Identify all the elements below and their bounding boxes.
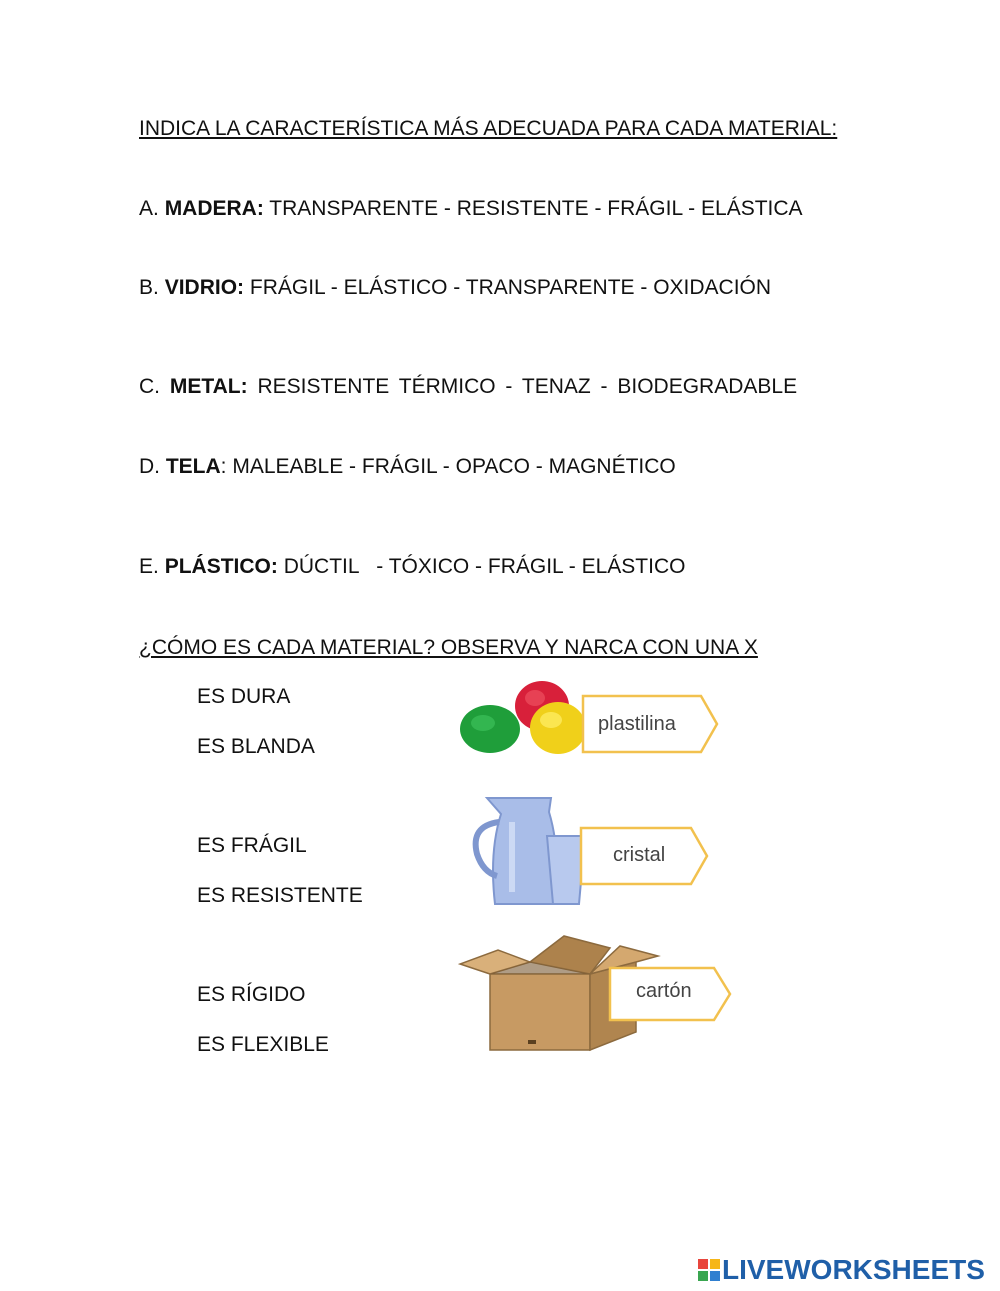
question-c-options: RESISTENTE TÉRMICO - TENAZ - BIODEGRADABLE bbox=[247, 375, 798, 398]
option-es-fragil[interactable]: ES FRÁGIL bbox=[197, 834, 307, 857]
question-b-prefix: B. bbox=[139, 276, 165, 299]
cristal-image bbox=[465, 792, 725, 910]
plastilina-label: plastilina bbox=[598, 713, 676, 735]
cristal-label: cristal bbox=[613, 844, 666, 866]
yellow-clay-ball bbox=[530, 702, 586, 754]
question-b-material: VIDRIO: bbox=[164, 276, 245, 299]
carton-image bbox=[458, 932, 738, 1054]
question-d-options: : MALEABLE - FRÁGIL - OPACO - MAGNÉTICO bbox=[220, 455, 676, 478]
option-es-resistente[interactable]: ES RESISTENTE bbox=[197, 884, 363, 907]
plastilina-image bbox=[455, 676, 730, 766]
question-d bbox=[139, 452, 676, 482]
question-b bbox=[139, 273, 771, 303]
liveworksheets-logo bbox=[698, 1254, 985, 1286]
question-a-prefix: A. bbox=[139, 197, 165, 220]
option-es-flexible[interactable]: ES FLEXIBLE bbox=[197, 1033, 329, 1056]
option-es-blanda[interactable]: ES BLANDA bbox=[197, 735, 315, 758]
question-a bbox=[139, 194, 803, 224]
liveworksheets-logo-icon bbox=[698, 1259, 720, 1281]
section2-heading: ¿CÓMO ES CADA MATERIAL? OBSERVA Y NARCA CON UNA X bbox=[139, 636, 758, 659]
box-front bbox=[490, 974, 590, 1050]
question-d-material: TELA bbox=[165, 455, 221, 478]
question-c bbox=[139, 372, 859, 402]
section1-heading: INDICA LA CARACTERÍSTICA MÁS ADECUADA PARA CADA MATERIAL: bbox=[139, 117, 838, 140]
question-a-material: MADERA: bbox=[164, 197, 264, 220]
question-d-prefix: D. bbox=[139, 455, 166, 478]
glass-jug bbox=[487, 798, 557, 904]
drinking-glass bbox=[547, 836, 585, 904]
option-es-rigido[interactable]: ES RÍGIDO bbox=[197, 983, 306, 1006]
question-a-options: TRANSPARENTE - RESISTENTE - FRÁGIL - ELÁSTICA bbox=[263, 197, 803, 220]
question-e-material: PLÁSTICO: bbox=[164, 555, 278, 578]
question-b-options: FRÁGIL - ELÁSTICO - TRANSPARENTE - OXIDACIÓN bbox=[244, 276, 772, 299]
brand-name: LIVEWORKSHEETS bbox=[722, 1254, 985, 1285]
question-c-prefix: C. bbox=[139, 375, 170, 398]
carton-label: cartón bbox=[636, 980, 692, 1002]
question-e bbox=[139, 552, 685, 582]
question-e-options: DÚCTIL - TÓXICO - FRÁGIL - ELÁSTICO bbox=[277, 555, 686, 578]
question-e-prefix: E. bbox=[139, 555, 165, 578]
option-es-dura[interactable]: ES DURA bbox=[197, 685, 291, 708]
question-c-material: METAL: bbox=[169, 375, 248, 398]
